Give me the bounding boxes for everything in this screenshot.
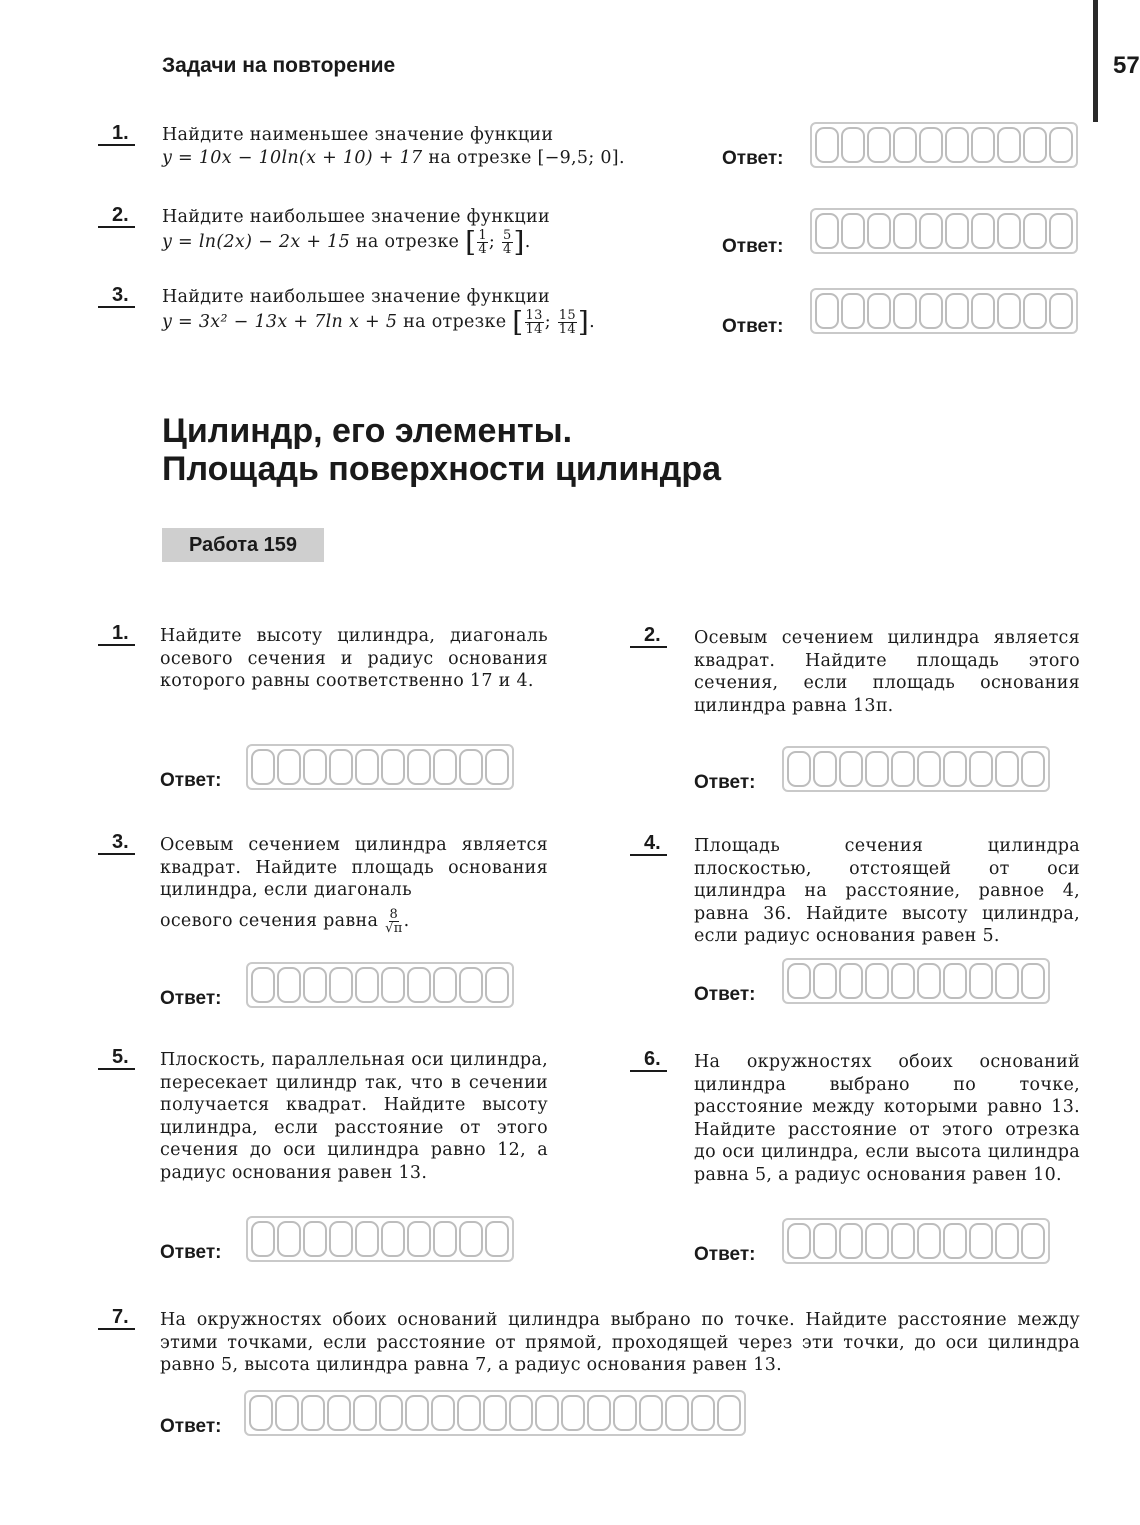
answer-cell[interactable] — [303, 749, 327, 785]
problem-3-answer-label: Ответ: — [160, 988, 222, 1009]
answer-cell[interactable] — [919, 127, 943, 163]
review-2-bracket-open: [ — [465, 224, 477, 258]
answer-cell[interactable] — [891, 751, 915, 787]
problem-2-number: 2. — [630, 624, 667, 648]
problem-6-text: На окружностях обоих оснований цилиндра выбрано по точке, расстояние между которыми равно 13. Найдите расстояние от этого отрезка до оси цилиндра, если высота цилиндра равна 5, а радиус основания равен 10. — [694, 1052, 1080, 1185]
review-1-answer-boxes[interactable] — [810, 122, 1078, 168]
answer-cell[interactable] — [919, 293, 943, 329]
review-3-function: y = 3x² − 13x + 7ln x + 5 — [162, 311, 398, 332]
answer-cell[interactable] — [433, 967, 457, 1003]
topic-title — [162, 412, 721, 488]
answer-cell[interactable] — [691, 1395, 715, 1431]
answer-cell[interactable] — [485, 967, 509, 1003]
answer-cell[interactable] — [995, 963, 1019, 999]
answer-cell[interactable] — [813, 963, 837, 999]
problem-2-number-wrap — [630, 624, 667, 648]
review-1-answer-label: Ответ: — [722, 148, 784, 169]
review-3-frac-b: $\frac{15}{14}$ — [558, 307, 576, 337]
answer-cell[interactable] — [997, 293, 1021, 329]
answer-cell[interactable] — [1021, 751, 1045, 787]
review-3-mid: на отрезке — [403, 311, 507, 332]
review-3-number-wrap — [98, 284, 135, 308]
answer-cell[interactable] — [485, 1221, 509, 1257]
answer-cell[interactable] — [717, 1395, 741, 1431]
problem-2-answer-label: Ответ: — [694, 772, 756, 793]
answer-cell[interactable] — [251, 749, 275, 785]
answer-cell[interactable] — [509, 1395, 533, 1431]
review-3-frac-a: $\frac{13}{14}$ — [525, 307, 543, 337]
review-2-mid: на отрезке — [355, 231, 460, 252]
answer-cell[interactable] — [329, 967, 353, 1003]
answer-cell[interactable] — [815, 213, 839, 249]
problem-2-answer-boxes[interactable] — [782, 746, 1050, 792]
answer-cell[interactable] — [865, 751, 889, 787]
answer-cell[interactable] — [995, 1223, 1019, 1259]
answer-cell[interactable] — [1021, 1223, 1045, 1259]
answer-cell[interactable] — [945, 127, 969, 163]
answer-cell[interactable] — [997, 127, 1021, 163]
answer-cell[interactable] — [841, 213, 865, 249]
answer-cell[interactable] — [841, 127, 865, 163]
review-2-number: 2. — [98, 204, 135, 228]
review-1-line2 — [162, 147, 625, 170]
review-3-answer-label: Ответ: — [722, 316, 784, 337]
answer-cell[interactable] — [867, 127, 891, 163]
problem-1-answer-boxes[interactable] — [246, 744, 514, 790]
answer-cell[interactable] — [459, 749, 483, 785]
review-2-answer-label: Ответ: — [722, 236, 784, 257]
answer-cell[interactable] — [893, 127, 917, 163]
answer-cell[interactable] — [301, 1395, 325, 1431]
topic-title-line1: Цилиндр, его элементы. — [162, 412, 573, 450]
answer-cell[interactable] — [1049, 213, 1073, 249]
answer-cell[interactable] — [561, 1395, 585, 1431]
answer-cell[interactable] — [839, 1223, 863, 1259]
review-2-function: y = ln(2x) − 2x + 15 — [162, 231, 351, 252]
answer-cell[interactable] — [787, 963, 811, 999]
answer-cell[interactable] — [277, 1221, 301, 1257]
problem-3-number: 3. — [98, 831, 135, 855]
answer-cell[interactable] — [457, 1395, 481, 1431]
answer-cell[interactable] — [997, 213, 1021, 249]
answer-cell[interactable] — [813, 751, 837, 787]
review-1-number: 1. — [98, 122, 135, 146]
review-3-answer-boxes[interactable] — [810, 288, 1078, 334]
answer-cell[interactable] — [485, 749, 509, 785]
review-3-number: 3. — [98, 284, 135, 308]
answer-cell[interactable] — [839, 963, 863, 999]
answer-cell[interactable] — [867, 213, 891, 249]
answer-cell[interactable] — [815, 127, 839, 163]
problem-1-number: 1. — [98, 622, 135, 646]
answer-cell[interactable] — [969, 1223, 993, 1259]
answer-cell[interactable] — [355, 1221, 379, 1257]
answer-cell[interactable] — [613, 1395, 637, 1431]
answer-cell[interactable] — [1049, 127, 1073, 163]
problem-7-text: На окружностях обоих оснований цилиндра выбрано по точке. Найдите расстояние между этими точками, если расстояние от прямой, проходящей через эти точки, до оси цилиндра равно 5, высота цилиндра равна 7, а радиус основания равен 13. — [160, 1310, 1080, 1375]
answer-cell[interactable] — [969, 751, 993, 787]
answer-cell[interactable] — [303, 1221, 327, 1257]
answer-cell[interactable] — [971, 293, 995, 329]
answer-cell[interactable] — [329, 749, 353, 785]
answer-cell[interactable] — [381, 749, 405, 785]
answer-cell[interactable] — [969, 963, 993, 999]
answer-cell[interactable] — [639, 1395, 663, 1431]
answer-cell[interactable] — [865, 1223, 889, 1259]
problem-6-number-wrap — [630, 1048, 667, 1072]
review-2-text — [162, 206, 550, 256]
problem-6-answer-label: Ответ: — [694, 1244, 756, 1265]
problem-4-answer-boxes[interactable] — [782, 958, 1050, 1004]
answer-cell[interactable] — [433, 1221, 457, 1257]
problem-4-number: 4. — [630, 832, 667, 856]
review-1-line1: Найдите наименьшее значение функции — [162, 125, 554, 145]
problem-1-number-wrap — [98, 622, 135, 646]
answer-cell[interactable] — [355, 749, 379, 785]
review-3-bracket-close: ] — [577, 304, 590, 338]
answer-cell[interactable] — [865, 963, 889, 999]
review-1-number-wrap — [98, 122, 135, 146]
answer-cell[interactable] — [379, 1395, 403, 1431]
answer-cell[interactable] — [407, 1221, 431, 1257]
answer-cell[interactable] — [431, 1395, 455, 1431]
problem-5-text: Плоскость, параллельная оси цилиндра, пересекает цилиндр так, что в сечении получается квадрат. Найдите высоту цилиндра, если расстояние от этого сечения до оси цилиндра равно 12, а радиус основания равен 13. — [160, 1050, 548, 1183]
answer-cell[interactable] — [919, 213, 943, 249]
answer-cell[interactable] — [893, 293, 917, 329]
answer-cell[interactable] — [483, 1395, 507, 1431]
answer-cell[interactable] — [995, 751, 1019, 787]
problem-5-number-wrap — [98, 1046, 135, 1070]
problem-5-answer-boxes[interactable] — [246, 1216, 514, 1262]
problem-4-answer-label: Ответ: — [694, 984, 756, 1005]
answer-cell[interactable] — [587, 1395, 611, 1431]
problem-7-number: 7. — [98, 1306, 135, 1330]
review-3-line1: Найдите наибольшее значение функции — [162, 287, 550, 307]
review-1-tail: на отрезке [−9,5; 0]. — [428, 147, 625, 168]
review-2-line1: Найдите наибольшее значение функции — [162, 207, 550, 227]
answer-cell[interactable] — [917, 1223, 941, 1259]
topic-title-line2: Площадь поверхности цилиндра — [162, 450, 722, 488]
answer-cell[interactable] — [893, 213, 917, 249]
answer-cell[interactable] — [407, 749, 431, 785]
answer-cell[interactable] — [787, 751, 811, 787]
page-edge-bar — [1093, 0, 1098, 122]
problem-4-text: Площадь сечения цилиндра плоскостью, отстоящей от оси цилиндра на расстояние, равное 4, равна 36. Найдите высоту цилиндра, если радиус основания равен 5. — [694, 836, 1080, 946]
review-1-text — [162, 124, 625, 169]
answer-cell[interactable] — [353, 1395, 377, 1431]
answer-cell[interactable] — [971, 213, 995, 249]
answer-cell[interactable] — [1023, 127, 1047, 163]
answer-cell[interactable] — [251, 1221, 275, 1257]
answer-cell[interactable] — [945, 213, 969, 249]
answer-cell[interactable] — [459, 967, 483, 1003]
answer-cell[interactable] — [535, 1395, 559, 1431]
problem-5-number: 5. — [98, 1046, 135, 1070]
problem-2-text: Осевым сечением цилиндра является квадрат. Найдите площадь этого сечения, если площадь основания цилиндра равна 13π. — [694, 628, 1080, 716]
problem-6-number: 6. — [630, 1048, 667, 1072]
answer-cell[interactable] — [303, 967, 327, 1003]
answer-cell[interactable] — [971, 127, 995, 163]
review-2-number-wrap — [98, 204, 135, 228]
answer-cell[interactable] — [839, 751, 863, 787]
problem-5-answer-label: Ответ: — [160, 1242, 222, 1263]
problem-3-answer-boxes[interactable] — [246, 962, 514, 1008]
problem-7-answer-label: Ответ: — [160, 1416, 222, 1437]
answer-cell[interactable] — [277, 967, 301, 1003]
answer-cell[interactable] — [815, 293, 839, 329]
answer-cell[interactable] — [327, 1395, 351, 1431]
answer-cell[interactable] — [381, 1221, 405, 1257]
answer-cell[interactable] — [1021, 963, 1045, 999]
review-2-answer-boxes[interactable] — [810, 208, 1078, 254]
work-badge: Работа 159 — [162, 528, 324, 562]
answer-cell[interactable] — [891, 1223, 915, 1259]
answer-cell[interactable] — [867, 293, 891, 329]
answer-cell[interactable] — [841, 293, 865, 329]
answer-cell[interactable] — [405, 1395, 429, 1431]
answer-cell[interactable] — [251, 967, 275, 1003]
problem-3-number-wrap — [98, 831, 135, 855]
review-3-bracket-open: [ — [512, 304, 524, 338]
review-2-frac-b: $\frac{5}{4}$ — [502, 227, 512, 257]
problem-6-answer-boxes[interactable] — [782, 1218, 1050, 1264]
review-3-line2: y = 3x² − 13x + 7ln x + 5 на отрезке [ $\frac{13}{14}$ ; $\frac{15}{14}$ ]. — [162, 304, 596, 338]
answer-cell[interactable] — [355, 967, 379, 1003]
answer-cell[interactable] — [943, 1223, 967, 1259]
answer-cell[interactable] — [813, 1223, 837, 1259]
review-1-function: y = 10x − 10ln(x + 10) + 17 — [162, 147, 423, 168]
answer-cell[interactable] — [1023, 293, 1047, 329]
answer-cell[interactable] — [665, 1395, 689, 1431]
problem-3-text — [160, 834, 548, 935]
answer-cell[interactable] — [1049, 293, 1073, 329]
review-3-text — [162, 286, 595, 336]
review-2-bracket-close: ] — [513, 224, 525, 258]
page-number: 57 — [1113, 52, 1140, 79]
answer-cell[interactable] — [381, 967, 405, 1003]
problem-3-body: Осевым сечением цилиндра является квадрат. Найдите площадь основания цилиндра, если диагональ — [160, 835, 548, 900]
answer-cell[interactable] — [917, 751, 941, 787]
answer-cell[interactable] — [1023, 213, 1047, 249]
answer-cell[interactable] — [329, 1221, 353, 1257]
answer-cell[interactable] — [249, 1395, 273, 1431]
section-title: Задачи на повторение — [162, 54, 396, 77]
problem-3-fraction: $\frac{8}{√\pi}$ — [385, 906, 403, 936]
problem-3-tail: осевого сечения равна — [160, 910, 379, 931]
problem-3-tail-line: осевого сечения равна $\frac{8}{√\pi}$ . — [160, 906, 410, 936]
review-2-frac-a: $\frac{1}{4}$ — [478, 227, 487, 257]
answer-cell[interactable] — [891, 963, 915, 999]
answer-cell[interactable] — [945, 293, 969, 329]
answer-cell[interactable] — [433, 749, 457, 785]
problem-7-answer-boxes[interactable] — [244, 1390, 746, 1436]
answer-cell[interactable] — [277, 749, 301, 785]
problem-1-answer-label: Ответ: — [160, 770, 222, 791]
problem-4-number-wrap — [630, 832, 667, 856]
answer-cell[interactable] — [787, 1223, 811, 1259]
review-2-line2: y = ln(2x) − 2x + 15 на отрезке [ $\frac{1}{4}$ ; $\frac{5}{4}$ ]. — [162, 224, 531, 258]
problem-7-number-wrap — [98, 1306, 135, 1330]
answer-cell[interactable] — [459, 1221, 483, 1257]
answer-cell[interactable] — [943, 963, 967, 999]
answer-cell[interactable] — [943, 751, 967, 787]
answer-cell[interactable] — [407, 967, 431, 1003]
answer-cell[interactable] — [275, 1395, 299, 1431]
answer-cell[interactable] — [917, 963, 941, 999]
problem-1-text: Найдите высоту цилиндра, диагональ осевого сечения и радиус основания которого равны соответственно 17 и 4. — [160, 626, 548, 691]
